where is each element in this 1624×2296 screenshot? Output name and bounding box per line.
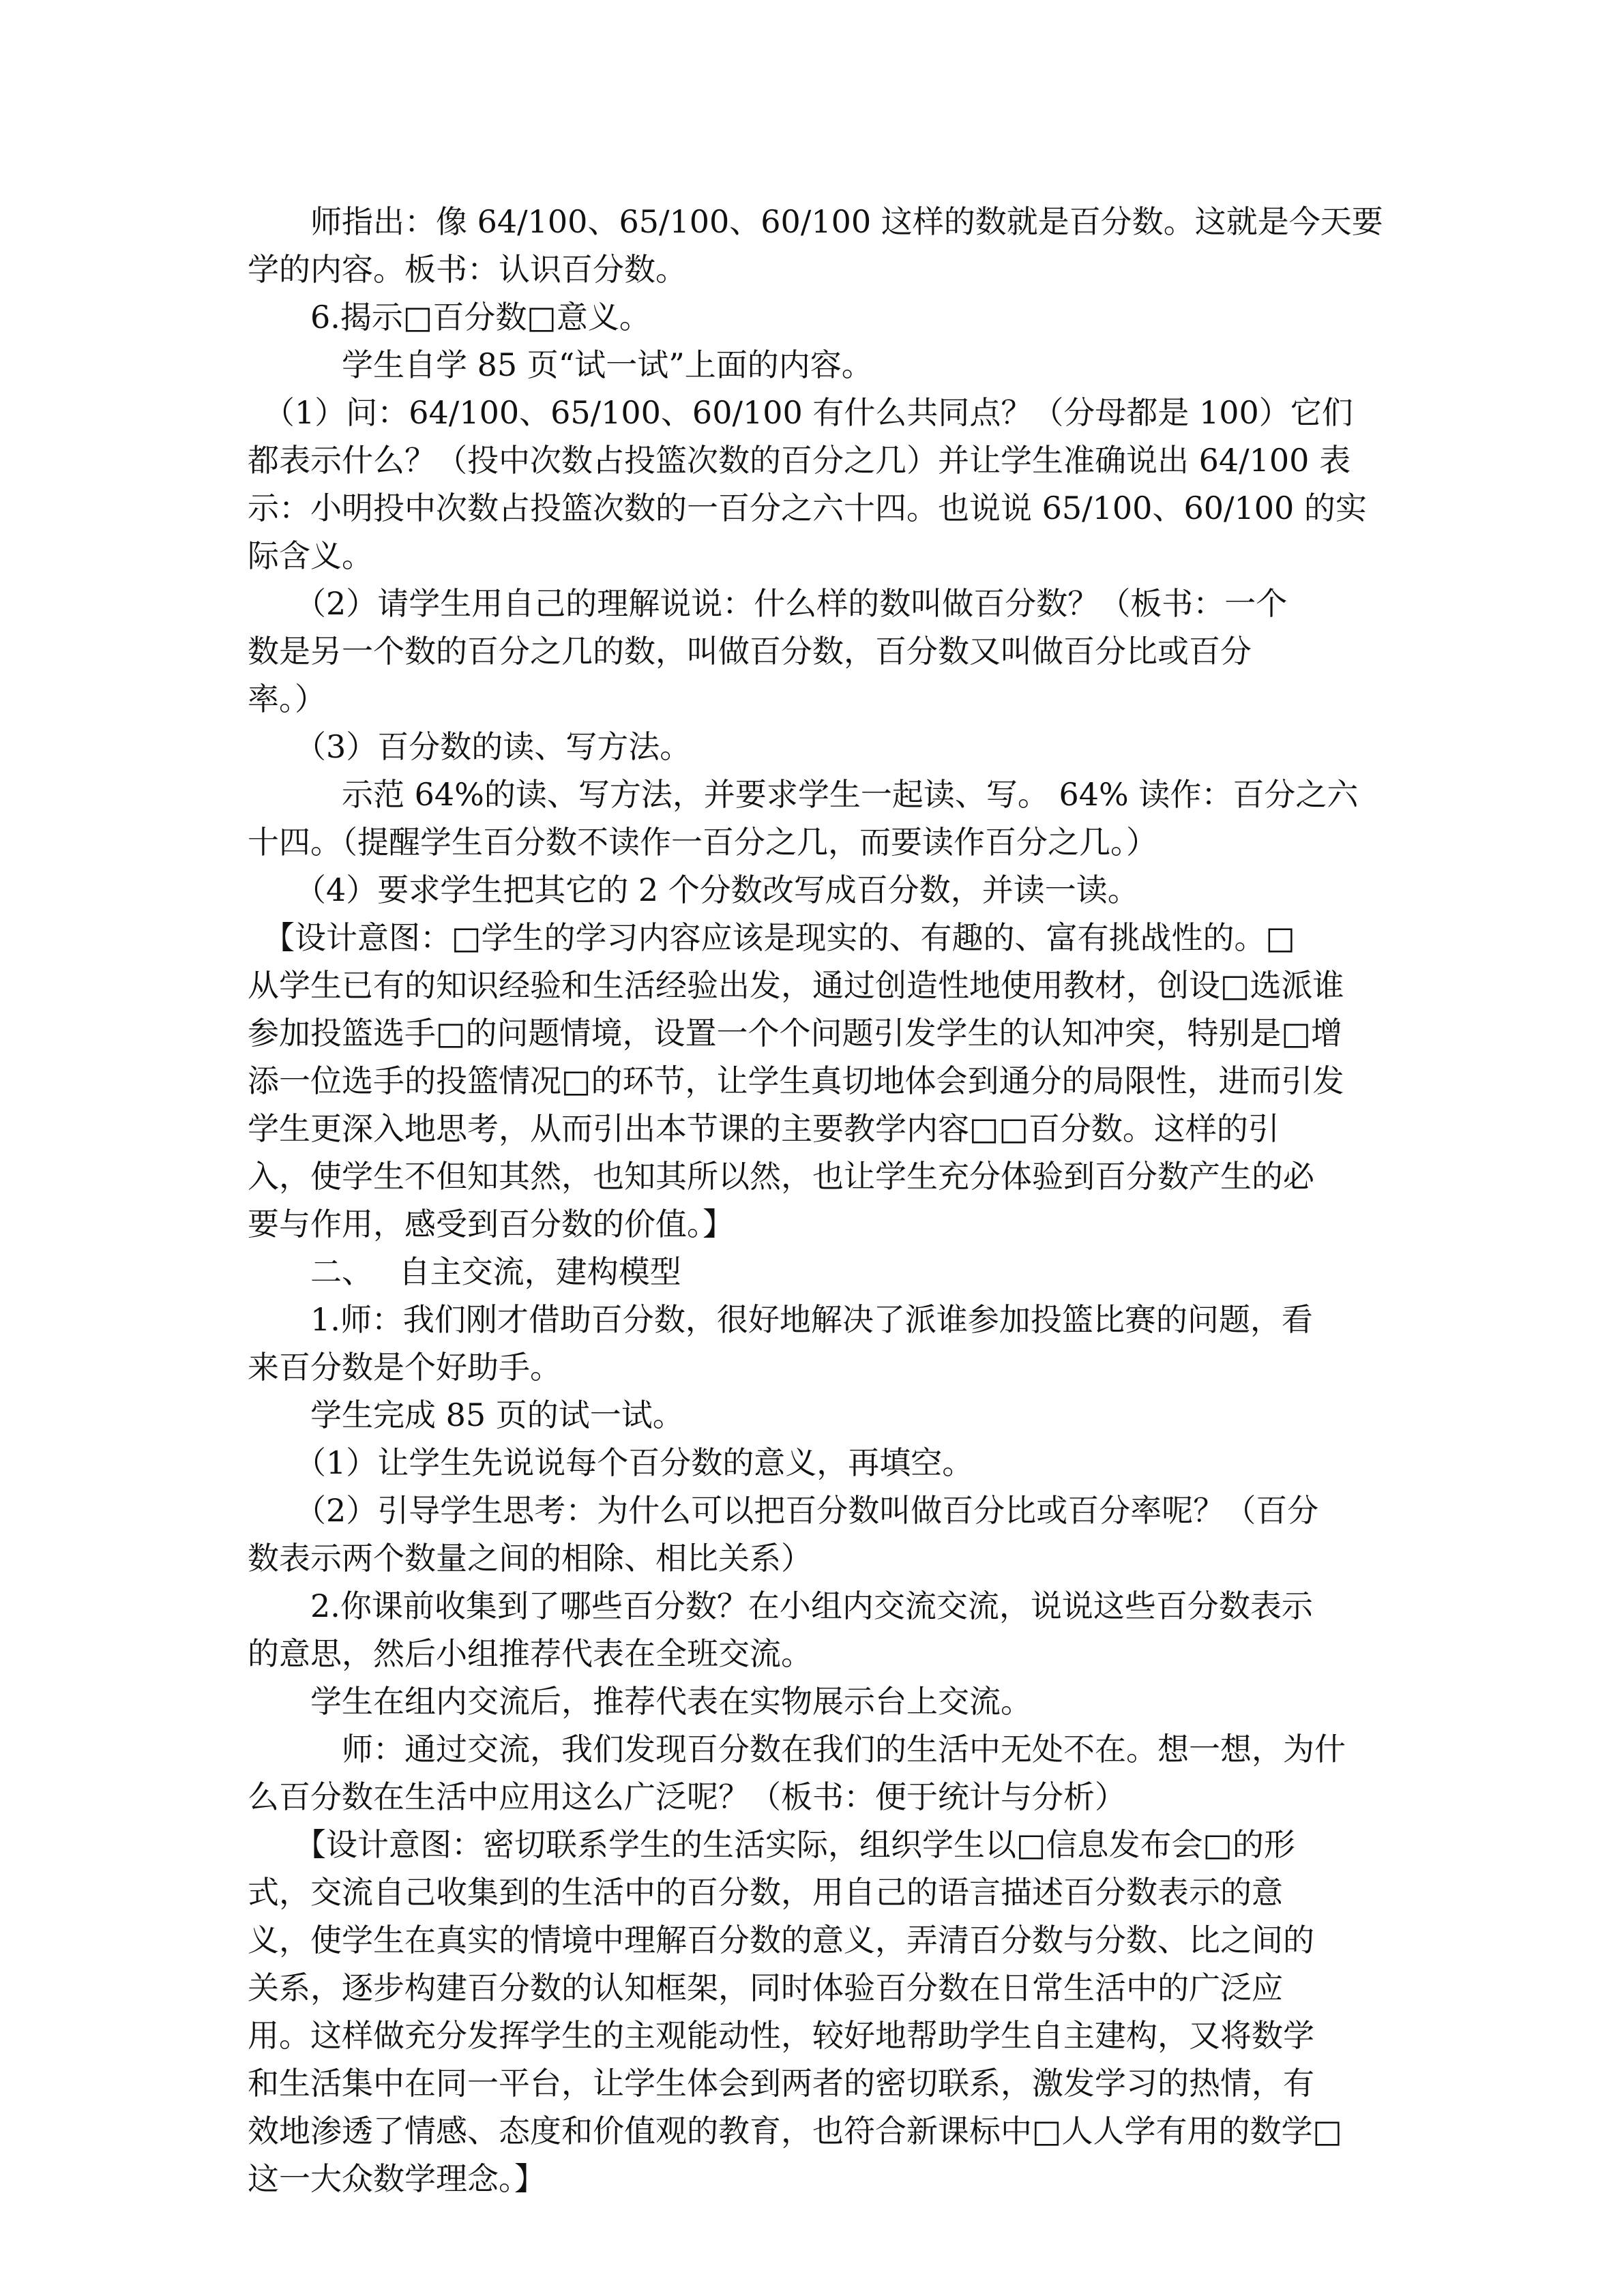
text-line: （2）引导学生思考：为什么可以把百分数叫做百分比或百分率呢？（百分 [248, 1492, 1319, 1529]
text-line: 际含义。 [248, 537, 373, 574]
text-line: 【设计意图：□学生的学习内容应该是现实的、有趣的、富有挑战性的。□ [248, 919, 1295, 956]
text-line: 关系，逐步构建百分数的认知框架，同时体验百分数在日常生活中的广泛应 [248, 1969, 1283, 2006]
text-line: 1.师：我们刚才借助百分数，很好地解决了派谁参加投篮比赛的问题，看 [248, 1301, 1313, 1338]
text-line: 示范 64%的读、写方法，并要求学生一起读、写。 64% 读作：百分之六 [248, 776, 1359, 813]
text-line: 数是另一个数的百分之几的数，叫做百分数，百分数又叫做百分比或百分 [248, 633, 1252, 670]
text-line: 学生完成 85 页的试一试。 [248, 1397, 684, 1433]
text-line: （2）请学生用自己的理解说说：什么样的数叫做百分数？（板书：一个 [248, 585, 1288, 622]
text-line: 学的内容。板书：认识百分数。 [248, 251, 687, 288]
text-line: 这一大众数学理念。】 [248, 2160, 546, 2197]
text-line: 效地渗透了情感、态度和价值观的教育，也符合新课标中□人人学有用的数学□ [248, 2113, 1342, 2149]
text-line: 参加投篮选手□的问题情境，设置一个个问题引发学生的认知冲突，特别是□增 [248, 1015, 1342, 1052]
text-line: 学生自学 85 页“试一试”上面的内容。 [248, 346, 873, 383]
text-line: 学生更深入地思考，从而引出本节课的主要教学内容□□百分数。这样的引 [248, 1110, 1280, 1147]
text-line: 的意思，然后小组推荐代表在全班交流。 [248, 1635, 812, 1672]
section-heading: 二、 自主交流，建构模型 [248, 1253, 681, 1290]
text-line: 和生活集中在同一平台，让学生体会到两者的密切联系，激发学习的热情，有 [248, 2065, 1314, 2102]
text-line: 示：小明投中次数占投篮次数的一百分之六十四。也说说 65/100、60/100 的实 [248, 490, 1367, 526]
text-line: 十四。（提醒学生百分数不读作一百分之几，而要读作百分之几。） [248, 824, 1157, 861]
text-line: 6.揭示□百分数□意义。 [248, 299, 651, 336]
text-line: 来百分数是个好助手。 [248, 1349, 561, 1386]
text-line: 入，使学生不但知其然，也知其所以然，也让学生充分体验到百分数产生的必 [248, 1158, 1314, 1195]
text-line: 添一位选手的投篮情况□的环节，让学生真切地体会到通分的局限性，进而引发 [248, 1062, 1344, 1099]
text-line: 【设计意图：密切联系学生的生活实际，组织学生以□信息发布会□的形 [248, 1826, 1295, 1863]
text-line: （3）百分数的读、写方法。 [248, 728, 692, 765]
text-line: 学生在组内交流后，推荐代表在实物展示台上交流。 [248, 1683, 1032, 1720]
text-line: 师指出：像 64/100、65/100、60/100 这样的数就是百分数。这就是今天要 [248, 203, 1383, 240]
text-line: 式，交流自己收集到的生活中的百分数，用自己的语言描述百分数表示的意 [248, 1874, 1283, 1911]
text-line: 用。这样做充分发挥学生的主观能动性，较好地帮助学生自主建构，又将数学 [248, 2017, 1314, 2054]
text-line: 要与作用，感受到百分数的价值。】 [248, 1206, 734, 1242]
text-line: 师：通过交流，我们发现百分数在我们的生活中无处不在。想一想，为什 [248, 1731, 1346, 1768]
text-line: （1）问：64/100、65/100、60/100 有什么共同点？（分母都是 100）它们 [248, 394, 1353, 431]
text-line: 都表示什么？（投中次数占投篮次数的百分之几）并让学生准确说出 64/100 表 [248, 442, 1351, 479]
text-line: 数表示两个数量之间的相除、相比关系） [248, 1540, 812, 1577]
text-line: （1）让学生先说说每个百分数的意义，再填空。 [248, 1444, 974, 1481]
text-line: 义，使学生在真实的情境中理解百分数的意义，弄清百分数与分数、比之间的 [248, 1922, 1314, 1958]
text-line: 率。） [248, 681, 326, 717]
text-line: 2.你课前收集到了哪些百分数？在小组内交流交流，说说这些百分数表示 [248, 1587, 1313, 1624]
text-line: 么百分数在生活中应用这么广泛呢？（板书：便于统计与分析） [248, 1778, 1126, 1815]
text-line: （4）要求学生把其它的 2 个分数改写成百分数，并读一读。 [248, 871, 1139, 908]
text-line: 从学生已有的知识经验和生活经验出发，通过创造性地使用教材，创设□选派谁 [248, 967, 1344, 1004]
